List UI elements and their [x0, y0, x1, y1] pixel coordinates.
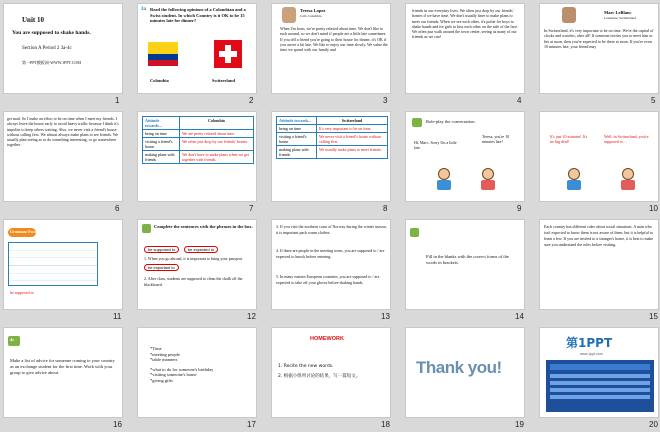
- sentence-3: 3. If you visit the northern coast of Norway during the winter season, it is important pack warm clothes.: [276, 224, 387, 235]
- sentence-2: 2. After class, students are supposed to clean the chalk off the blackboard.: [144, 276, 243, 287]
- slide-number: 1: [115, 96, 120, 105]
- slide-thumbnail[interactable]: [405, 3, 525, 94]
- cloze-passage: Each country has different rules about social situations. A man who isn't expected to know them is not aware of them, but it is helpful to learn a few. If you are invited to a stranger's home, it is best to make sure you understand the rules before visiting.: [544, 224, 654, 247]
- slide-number: 2: [249, 96, 254, 105]
- slide-number: 4: [517, 96, 522, 105]
- slide-thumbnail[interactable]: [271, 219, 391, 310]
- boy-cartoon-icon: [566, 168, 582, 190]
- table-row: making plans with friends We don't have to make plans when we get together with friends.: [143, 151, 254, 164]
- sentence-5: 5. In many eastern European countries, you are supposed to / are expected to take off your gloves before shaking hands.: [276, 274, 380, 285]
- switzerland-label: Switzerland: [212, 78, 235, 83]
- slide-thumbnail[interactable]: [3, 111, 123, 202]
- activity-title: Role-play the conversation.: [426, 119, 476, 124]
- slide-thumbnail[interactable]: [3, 3, 123, 94]
- speech-bubble-a: Hi, Marc. Sorry I'm a little late.: [414, 140, 457, 150]
- sentence-4: 4. If there are people in the meeting room, you are supposed to / are expected to knock before entering.: [276, 248, 385, 259]
- slide-number: 13: [381, 312, 390, 321]
- table-header: Colombia: [179, 117, 253, 130]
- brand-logo: 第1PPT: [566, 336, 613, 350]
- question-text: Read the following opinions of a Colombian and a Swiss student. In which Country is it OK to be 15 minutes late for dinner?: [150, 7, 246, 23]
- slide-number: 12: [247, 312, 256, 321]
- exercise-title: Complete the sentences with the phrases in the box.: [154, 224, 253, 229]
- slide-thumbnail[interactable]: [137, 327, 257, 418]
- marc-photo: [562, 7, 576, 23]
- section-title: Section A Period 2 3a-4c: [22, 46, 72, 51]
- slide-thumbnail[interactable]: [539, 3, 659, 94]
- slide-thumbnail[interactable]: [3, 219, 123, 310]
- slide-thumbnail[interactable]: [405, 327, 525, 418]
- list-item: *Time: [150, 346, 162, 351]
- boy-cartoon-icon: [436, 168, 452, 190]
- sentence-1: 1. When you go abroad, it is important to bring your passport.: [144, 256, 244, 261]
- slide-number: 16: [113, 420, 122, 429]
- speech-bubble-b: Teresa, you're 10 minutes late!: [482, 134, 510, 144]
- green-badge: [410, 228, 419, 237]
- attitude-table: [142, 116, 254, 164]
- slide-thumbnail[interactable]: [271, 3, 391, 94]
- slide-thumbnail[interactable]: [271, 111, 391, 202]
- list-item: *giving gifts: [150, 377, 173, 383]
- slide-thumbnail[interactable]: [271, 327, 391, 418]
- green-badge: [142, 224, 151, 233]
- exercise-title: Fill in the blanks with the correct forms of the words in brackets.: [426, 254, 509, 265]
- person-name: Teresa Lopez: [300, 8, 326, 13]
- table-row: visiting a friend's house We never visit a friend's house without calling first.: [277, 133, 388, 146]
- passage-text: get mad. So I make an effort to be on time when I meet my friends. I always leave the house early to avoid heavy traffic because I think it's impolite to keep others waiting. Also, we never visit a friend's house without calling first. We almost always make plans to see friends. We usually plan seeing as to do something interesting, or go somewhere together.: [7, 116, 119, 148]
- table-header: Attitude towards...: [277, 117, 317, 125]
- speech-bubble-b: Well, in Switzerland, you're supposed to…: [604, 134, 649, 144]
- list-item: *visiting someone's home: [150, 372, 197, 377]
- colombia-flag: [148, 42, 178, 66]
- passage-text: In Switzerland, it's very important to be on time. We're the capital of clocks and watches, after all! If someone invites you to meet him or her at noon, then you're expected to be there at noon. If you're even 10 minutes late, your friend may: [544, 28, 654, 49]
- attitude-table: [276, 116, 388, 159]
- phrase-chip: be expected to: [184, 246, 218, 253]
- slide-thumbnail[interactable]: [137, 3, 257, 94]
- phrase-chip: be important to: [144, 264, 179, 271]
- switzerland-flag: [214, 40, 242, 68]
- table-row: being on time We are pretty relaxed about time.: [143, 130, 254, 138]
- slide-sorter-grid: [3, 3, 657, 429]
- person-place: Lausanne, Switzerland: [604, 16, 636, 20]
- slide-thumbnail[interactable]: [539, 111, 659, 202]
- unit-title: Unit 10: [22, 16, 44, 24]
- slide-number: 3: [383, 96, 388, 105]
- girl-cartoon-icon: [480, 168, 496, 190]
- task-text: Make a list of advice for someone coming to your country as an exchange student for the first time. Work with your group to give advice about.: [10, 358, 115, 375]
- table-row: making plans with friends We usually make plans to meet friends.: [277, 146, 388, 159]
- girl-cartoon-icon: [620, 168, 636, 190]
- badge-label: 4c: [10, 337, 15, 342]
- slide-number: 19: [515, 420, 524, 429]
- table-header: Attitude towards...: [143, 117, 180, 130]
- slide-thumbnail[interactable]: [539, 327, 659, 418]
- slide-number: 11: [113, 312, 122, 321]
- slide-number: 5: [651, 96, 656, 105]
- slide-thumbnail[interactable]: [137, 111, 257, 202]
- slide-number: 20: [649, 420, 658, 429]
- slide-thumbnail[interactable]: [405, 219, 525, 310]
- person-place: Cali, Colombia: [300, 14, 322, 18]
- phrase-chip: be supposed to: [144, 246, 179, 253]
- slide-number: 18: [381, 420, 390, 429]
- speech-bubble-a: It's just 10 minutes! It's no big deal!: [550, 134, 588, 144]
- person-name: Marc LeBlanc: [604, 10, 632, 15]
- green-badge: [412, 118, 422, 127]
- teresa-photo: [282, 7, 296, 23]
- thank-you-text: Thank you!: [416, 358, 502, 377]
- slide-number: 6: [115, 204, 120, 213]
- list-item: *table manners: [150, 357, 178, 362]
- slide-number: 8: [383, 204, 388, 213]
- slide-thumbnail[interactable]: [405, 111, 525, 202]
- table-header: Switzerland: [317, 117, 388, 125]
- passage-text: When I'm from, we're pretty relaxed about time. We don't like to rush around, so we don't mind if people are a little late sometimes. If you tell a friend you're going to their house for dinner, it's OK if you arrive a bit late. We like to enjoy our time slowly. We value the time we spend with our family and: [280, 26, 388, 53]
- brand-url: www.1ppt.com: [580, 352, 603, 356]
- slide-number: 15: [649, 312, 658, 321]
- footer-text: 第一PPT模板网-WWW.1PPT.COM: [22, 60, 81, 65]
- slide-number: 17: [247, 420, 256, 429]
- colombia-label: Colombia: [150, 78, 169, 83]
- list-item: *meeting people: [150, 351, 180, 357]
- slide-number: 10: [649, 204, 658, 213]
- grammar-note: be supposed to: [10, 290, 34, 295]
- slide-number: 9: [517, 204, 522, 213]
- passage-text: friends in our everyday lives. We often just drop by our friends' homes if we have time. We don't usually have to make plans to meet our friends. When we see each other, it's polite for boys to shake hands and for girls to kiss each other on the side of the face. We often just walk around the town center, seeing as many of our friends as we can!: [412, 8, 519, 40]
- slide-thumbnail[interactable]: [137, 219, 257, 310]
- slide-thumbnail[interactable]: [539, 219, 659, 310]
- homework-item-1: 1. Recite the new words.: [278, 364, 334, 369]
- advice-list: [150, 346, 213, 383]
- table-row: visiting a friend's house We often just drop by our friends' homes.: [143, 138, 254, 151]
- slide-thumbnail[interactable]: [3, 327, 123, 418]
- homework-item-2: 2. 根据小组所讨论的结果，写一篇短文。: [278, 374, 361, 379]
- homework-title: HOMEWORK: [310, 336, 344, 342]
- badge-label: 3a: [141, 7, 146, 12]
- table-row: being on time It's very important to be on time.: [277, 125, 388, 133]
- grammar-focus-title: Grammar Focus: [10, 229, 39, 234]
- list-item: *what to do for someone's birthday: [150, 366, 214, 372]
- grammar-table: [8, 242, 98, 286]
- promo-banner: [546, 360, 654, 412]
- slide-number: 14: [515, 312, 524, 321]
- slide-number: 7: [249, 204, 254, 213]
- lesson-title: You are supposed to shake hands.: [12, 30, 91, 36]
